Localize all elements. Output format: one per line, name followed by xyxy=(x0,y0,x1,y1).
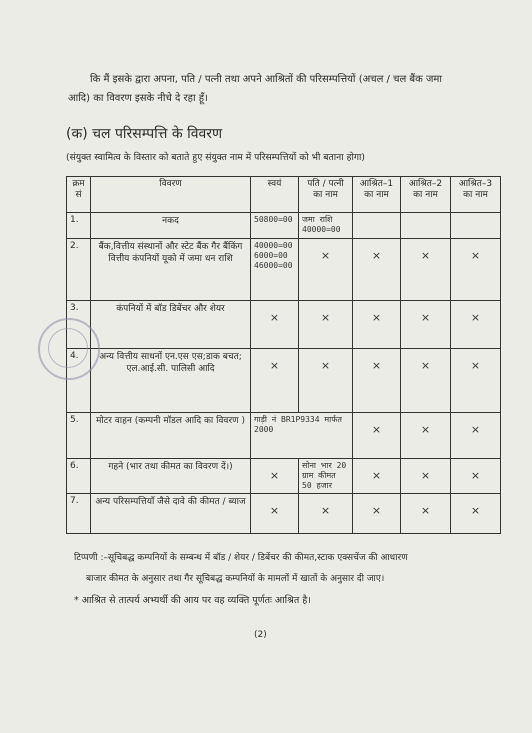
row-dependent-3 xyxy=(451,349,501,413)
stamp-inner-ring xyxy=(48,328,88,368)
cross-mark: × xyxy=(470,249,481,262)
row-description: कंपनियों में बॉड डिबेंचर और शेयर xyxy=(91,301,251,349)
cross-mark: × xyxy=(420,423,431,436)
header-dependent-1: आश्रित–1 का नाम xyxy=(353,177,401,213)
row-dependent-1 xyxy=(353,301,401,349)
cross-mark: × xyxy=(470,359,481,372)
cross-mark: × xyxy=(420,504,431,517)
cross-mark: × xyxy=(470,469,481,482)
cross-mark: × xyxy=(269,504,280,517)
cross-mark: × xyxy=(320,504,331,517)
intro-paragraph xyxy=(68,70,508,108)
cross-mark: × xyxy=(470,311,481,324)
row-dependent-1 xyxy=(353,413,401,459)
table-row xyxy=(67,213,501,239)
row-self-value: 50800=00 xyxy=(251,213,299,239)
row-dependent-2 xyxy=(401,459,451,494)
row-description: अन्य परिसम्पत्तियाँ जैसे दावे की कीमत / ब्याज xyxy=(91,494,251,534)
header-dependent-3: आश्रित–3 का नाम xyxy=(451,177,501,213)
cross-mark: × xyxy=(420,359,431,372)
note-line-2: बाजार कीमत के अनुसार तथा गैर सूचिबद्ध कम्पनियों के मामलों में खातों के अनुसार दी जाए। xyxy=(86,574,385,584)
cross-mark: × xyxy=(320,359,331,372)
dependent-footnote: * आश्रित से तात्पर्य अभ्यर्थी की आय पर वह व्यक्ति पूर्णतः आश्रित है। xyxy=(74,595,311,606)
cross-mark: × xyxy=(371,469,382,482)
table-row xyxy=(67,349,501,413)
row-dependent-3 xyxy=(451,494,501,534)
row-dependent-1 xyxy=(353,349,401,413)
header-description: विवरण xyxy=(91,177,251,213)
row-number: 5. xyxy=(67,413,91,459)
cross-mark: × xyxy=(470,504,481,517)
row-dependent-3 xyxy=(451,413,501,459)
row-number: 6. xyxy=(67,459,91,494)
row-spouse-value xyxy=(299,494,353,534)
table-row xyxy=(67,459,501,494)
row-description: गहने (भार तथा कीमत का विवरण दें।) xyxy=(91,459,251,494)
row-spouse-value xyxy=(299,239,353,301)
official-stamp xyxy=(38,318,100,380)
cross-mark: × xyxy=(420,469,431,482)
cross-mark: × xyxy=(420,249,431,262)
row-dependent-1 xyxy=(353,494,401,534)
row-spouse-value: जमा राशि 40000=00 xyxy=(299,213,353,239)
header-self: स्वयं xyxy=(251,177,299,213)
table-row xyxy=(67,413,501,459)
page-number: (2) xyxy=(254,630,267,640)
row-number: 4. xyxy=(67,349,91,413)
row-number: 2. xyxy=(67,239,91,301)
row-dependent-1 xyxy=(353,459,401,494)
row-spouse-value: सोना भार 20 ग्राम कीमत 50 हजार xyxy=(299,459,353,494)
row-spouse-value xyxy=(299,301,353,349)
row-dependent-3 xyxy=(451,239,501,301)
row-dependent-2 xyxy=(401,239,451,301)
cross-mark: × xyxy=(420,311,431,324)
row-dependent-2 xyxy=(401,349,451,413)
cross-mark: × xyxy=(371,359,382,372)
cross-mark: × xyxy=(371,311,382,324)
row-description: बैंक,वित्तीय संस्थानों और स्टेट बैंक गैर बैंकिंग वित्तीय कंपनियों यूको में जमा धन राशि xyxy=(91,239,251,301)
row-dependent-2 xyxy=(401,413,451,459)
intro-line-1: कि मैं इसके द्वारा अपना, पति / पत्नी तथा अपने आश्रितों की परिसम्पत्तियों (अचल / चल बैंक जमा xyxy=(90,74,442,85)
row-dependent-3 xyxy=(451,459,501,494)
row-self-value: गाड़ी नं BR1P9334 मार्फत 2000 xyxy=(251,413,353,459)
cross-mark: × xyxy=(320,249,331,262)
notes-section xyxy=(74,548,514,611)
table-row xyxy=(67,239,501,301)
section-subheading: (संयुक्त स्वामित्व के विस्तार को बताते हुए संयुक्त नाम में परिसम्पत्तियों को भी बताना होगा) xyxy=(66,152,365,163)
row-dependent-2 xyxy=(401,494,451,534)
table-header-row xyxy=(67,177,501,213)
row-self-value: 40000=00 6000=00 46000=00 xyxy=(251,239,299,301)
row-self-value xyxy=(251,349,299,413)
header-serial: क्रम सं xyxy=(67,177,91,213)
cross-mark: × xyxy=(269,311,280,324)
note-line-1: टिप्पणी :–सूचिबद्ध कम्पनियों के सम्बन्ध में बॉड / शेयर / डिबेंचर की कीमत,स्टाक एक्सचेंज की आधारण xyxy=(74,553,408,563)
cross-mark: × xyxy=(470,423,481,436)
row-self-value xyxy=(251,301,299,349)
row-dependent-2 xyxy=(401,213,451,239)
row-description: मोटर वाहन (कम्पनी मॉडल आदि का विवरण ) xyxy=(91,413,251,459)
row-number: 7. xyxy=(67,494,91,534)
cross-mark: × xyxy=(371,504,382,517)
row-number: 1. xyxy=(67,213,91,239)
row-description: अन्य वित्तीय साधनों एन.एस एस;डाक बचत; एल.आई.सी. पालिसी आदि xyxy=(91,349,251,413)
row-self-value xyxy=(251,459,299,494)
table-row xyxy=(67,301,501,349)
row-dependent-1 xyxy=(353,213,401,239)
row-dependent-3 xyxy=(451,301,501,349)
row-dependent-2 xyxy=(401,301,451,349)
header-dependent-2: आश्रित–2 का नाम xyxy=(401,177,451,213)
cross-mark: × xyxy=(269,359,280,372)
cross-mark: × xyxy=(269,469,280,482)
row-dependent-3 xyxy=(451,213,501,239)
section-heading: (क) चल परिसम्पत्ति के विवरण xyxy=(66,126,223,142)
intro-line-2: आदि) का विवरण इसके नीचे दे रहा हूँ। xyxy=(68,93,208,104)
header-spouse: पति / पत्नी का नाम xyxy=(299,177,353,213)
cross-mark: × xyxy=(320,311,331,324)
cross-mark: × xyxy=(371,423,382,436)
cross-mark: × xyxy=(371,249,382,262)
row-dependent-1 xyxy=(353,239,401,301)
row-self-value xyxy=(251,494,299,534)
row-spouse-value xyxy=(299,349,353,413)
movable-assets-table xyxy=(66,176,501,534)
row-number: 3. xyxy=(67,301,91,349)
row-description: नकद xyxy=(91,213,251,239)
table-row xyxy=(67,494,501,534)
